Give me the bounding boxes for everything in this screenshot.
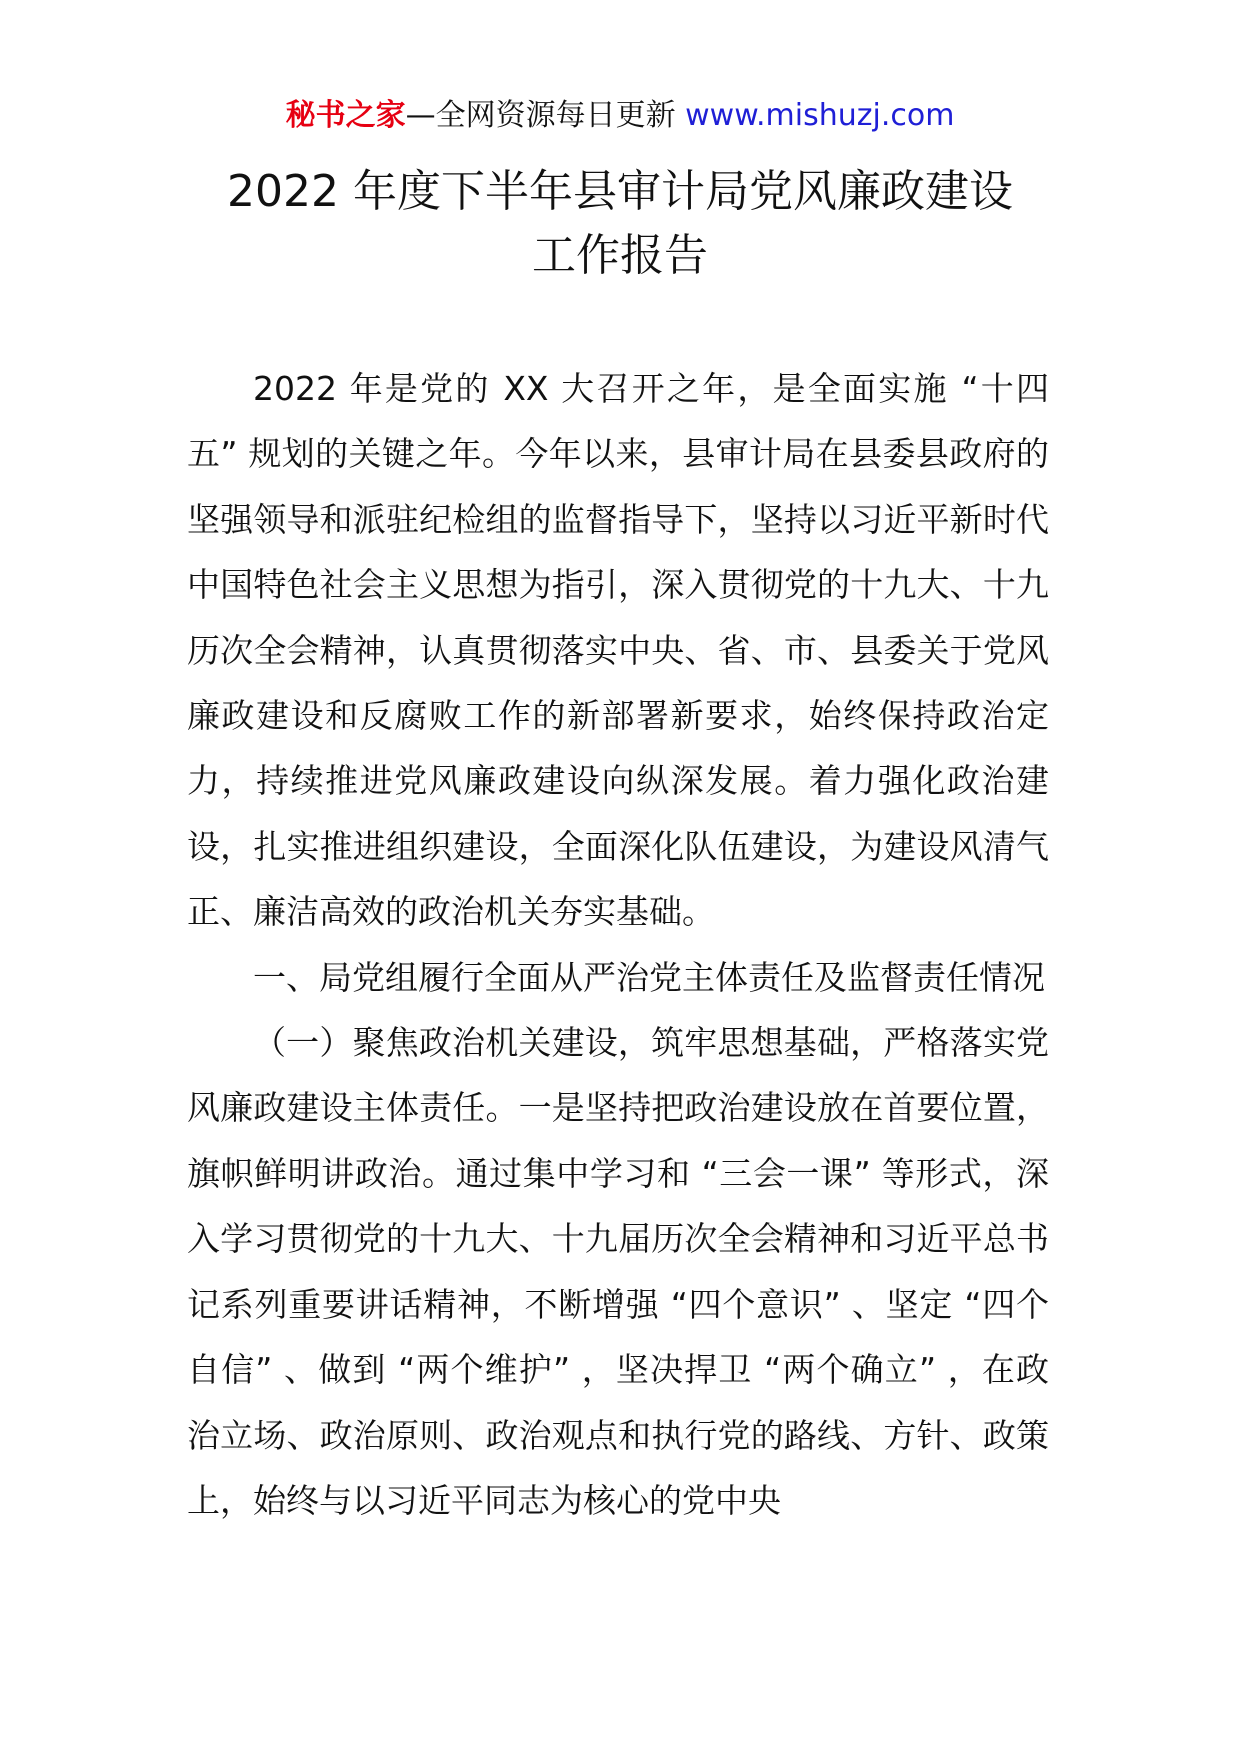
section-heading-1: 一、局党组履行全面从严治党主体责任及监督责任情况: [253, 957, 1045, 997]
header-slogan: —全网资源每日更新: [405, 98, 686, 133]
document-body: [187, 356, 1049, 1533]
watermark-header: [0, 96, 1240, 136]
intro-paragraph: 2022 年是党的 XX 大召开之年，是全面实施 “十四五” 规划的关键之年。今年以来，县审计局在县委县政府的坚强领导和派驻纪检组的监督指导下，坚持以习近平新时代中国特色社会主义思想为指引，深入贯彻党的十九大、十九历次全会精神，认真贯彻落实中央、省、市、县委关于党风廉政建设和反腐败工作的新部署新要求，始终保持政治定力，持续推进党风廉政建设向纵深发展。着力强化政治建设，扎实推进组织建设，全面深化队伍建设，为建设风清气正、廉洁高效的政治机关夯实基础。: [187, 369, 1049, 932]
document-title: [0, 160, 1240, 288]
brand-name: 秘书之家: [285, 98, 406, 133]
title-line-2: 工作报告: [532, 230, 708, 281]
title-line-1: 2022 年度下半年县审计局党风廉政建设: [227, 166, 1013, 217]
header-website[interactable]: www.mishuzj.com: [685, 98, 955, 133]
subsection-paragraph-1: （一）聚焦政治机关建设，筑牢思想基础，严格落实党风廉政建设主体责任。一是坚持把政治建设放在首要位置，旗帜鲜明讲政治。通过集中学习和 “三会一课” 等形式，深入学习贯彻党的十九大、十九届历次全会精神和习近平总书记系列重要讲话精神，不断增强 “四个意识” 、坚定 “四个自信” 、做到 “两个维护” ，坚决捍卫 “两个确立” ，在政治立场、政治原则、政治观点和执行党的路线、方针、政策上，始终与以习近平同志为核心的党中央: [187, 1023, 1049, 1520]
